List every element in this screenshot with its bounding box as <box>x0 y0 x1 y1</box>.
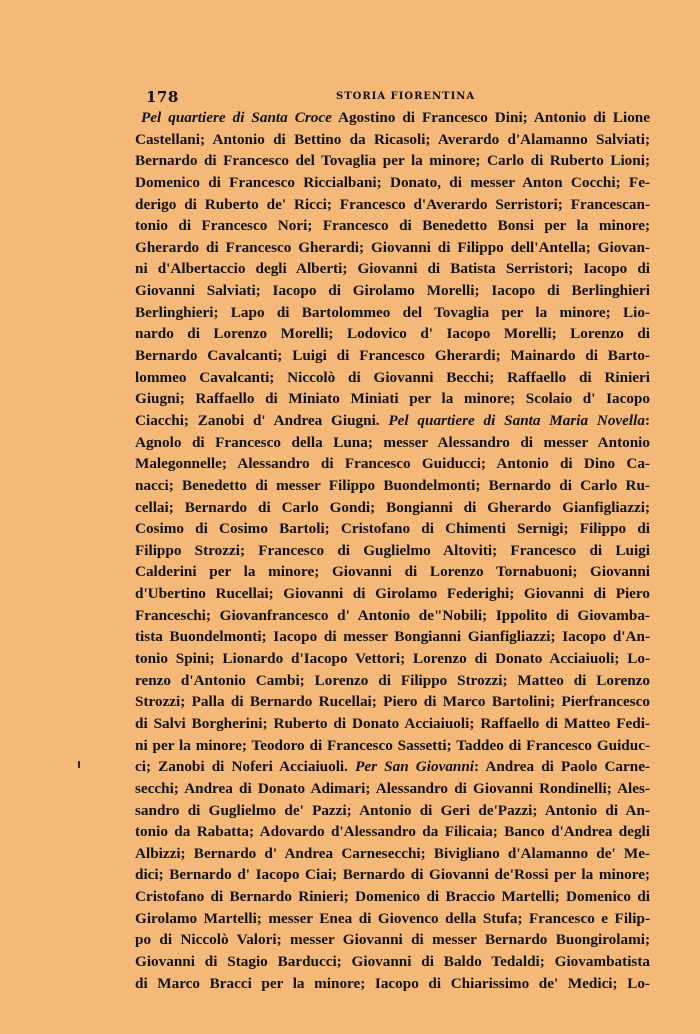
text-segment: po di Niccolò Valori; messer Giovanni di messer Bernardo Buongirolami; <box>135 931 650 949</box>
quarter-heading: Pel quartiere di Santa Croce <box>141 109 332 126</box>
text-segment: Castellani; Antonio di Bettino da Ricasoli; Averardo d'Alamanno Salviati; <box>135 130 650 148</box>
text-line <box>135 323 650 345</box>
page-number: 178 <box>146 88 179 106</box>
text-line <box>135 929 650 951</box>
text-segment: sandro di Guglielmo de' Pazzi; Antonio di Geri de'Pazzi; Antonio di An- <box>135 801 650 819</box>
text-segment: tonio Spini; Lionardo d'Iacopo Vettori; Lorenzo di Donato Acciaiuoli; Lo- <box>135 650 650 668</box>
text-line <box>135 648 650 670</box>
text-segment: d'Ubertino Rucellai; Giovanni di Girolamo Federighi; Giovanni di Piero <box>135 585 650 603</box>
text-segment: Giovanni Salviati; Iacopo di Girolamo Morelli; Iacopo di Berlinghieri <box>135 282 650 300</box>
text-line <box>135 713 650 735</box>
text-line <box>135 172 650 194</box>
text-line <box>135 215 650 237</box>
text-line <box>135 453 650 475</box>
text-segment: Agnolo di Francesco della Luna; messer Alessandro di messer Antonio <box>135 433 650 451</box>
text-segment: : Andrea di Paolo Carne- <box>474 758 650 776</box>
text-segment: Ciacchi; Zanobi d' Andrea Giugni. <box>135 411 389 429</box>
text-segment: Filippo Strozzi; Francesco di Guglielmo Altoviti; Francesco di Luigi <box>135 541 650 559</box>
text-line <box>135 194 650 216</box>
text-segment: secchi; Andrea di Donato Adimari; Alessandro di Giovanni Rondinelli; Ales- <box>135 779 650 797</box>
text-segment: Bernardo di Francesco del Tovaglia per la minore; Carlo di Ruberto Lioni; <box>135 152 650 170</box>
text-line <box>135 843 650 865</box>
text-segment: Malegonnelle; Alessandro di Francesco Guiducci; Antonio di Dino Ca- <box>135 455 650 473</box>
text-segment: Calderini per la minore; Giovanni di Lorenzo Tornabuoni; Giovanni <box>135 563 650 581</box>
text-segment: Franceschi; Giovanfrancesco d' Antonio de"Nobili; Ippolito di Giovamba- <box>135 606 650 624</box>
text-segment: ni per la minore; Teodoro di Francesco Sassetti; Taddeo di Francesco Guiduc- <box>135 736 650 754</box>
margin-mark <box>78 761 80 768</box>
text-line <box>135 237 650 259</box>
text-line <box>135 756 650 778</box>
text-line <box>135 280 650 302</box>
text-line <box>135 670 650 692</box>
text-segment: Albizzi; Bernardo d' Andrea Carnesecchi; Bivigliano d'Alamanno de' Me- <box>135 844 650 862</box>
text-segment: Strozzi; Palla di Bernardo Rucellai; Piero di Marco Bartolini; Pierfrancesco <box>135 693 650 711</box>
text-segment: cellai; Bernardo di Carlo Gondi; Bongianni di Gherardo Gianfigliazzi; <box>135 498 650 516</box>
text-line <box>135 778 650 800</box>
text-line <box>135 735 650 757</box>
text-segment: Giovanni di Stagio Barducci; Giovanni di Baldo Tedaldi; Giovambatista <box>135 952 650 970</box>
text-line <box>135 973 650 995</box>
text-segment: nacci; Benedetto di messer Filippo Buondelmonti; Bernardo di Carlo Ru- <box>135 476 650 494</box>
text-segment: tonio di Francesco Nori; Francesco di Benedetto Bonsi per la minore; <box>135 217 650 235</box>
text-line <box>135 886 650 908</box>
text-segment: di Marco Bracci per la minore; Iacopo di Chiarissimo de' Medici; Lo- <box>135 974 650 992</box>
quarter-heading: Pel quartiere di Santa Maria Novella <box>388 411 645 429</box>
text-line <box>135 800 650 822</box>
text-line <box>135 497 650 519</box>
text-line <box>135 150 650 172</box>
text-line <box>135 626 650 648</box>
text-segment: ni d'Albertaccio degli Alberti; Giovanni di Batista Serristori; Iacopo di <box>135 260 650 278</box>
text-line <box>135 951 650 973</box>
text-line <box>135 475 650 497</box>
text-segment: Bernardo Cavalcanti; Luigi di Francesco Gherardi; Mainardo di Barto- <box>135 347 650 365</box>
text-line <box>135 605 650 627</box>
text-line <box>135 540 650 562</box>
text-segment: lommeo Cavalcanti; Niccolò di Giovanni Becchi; Raffaello di Rinieri <box>135 368 650 386</box>
text-segment: nardo di Lorenzo Morelli; Lodovico d' Iacopo Morelli; Lorenzo di <box>135 325 650 343</box>
text-segment: Cristofano di Bernardo Rinieri; Domenico di Braccio Martelli; Domenico di <box>135 888 650 906</box>
text-line <box>135 518 650 540</box>
text-line <box>135 691 650 713</box>
text-segment: : <box>644 411 650 429</box>
text-line <box>135 864 650 886</box>
text-segment: tista Buondelmonti; Iacopo di messer Bongianni Gianfigliazzi; Iacopo d'An- <box>135 628 650 646</box>
text-line <box>135 258 650 280</box>
text-line <box>135 388 650 410</box>
page-header <box>146 88 654 108</box>
text-line <box>135 345 650 367</box>
text-line <box>135 821 650 843</box>
text-segment: tonio da Rabatta; Adovardo d'Alessandro da Filicaia; Banco d'Andrea degli <box>135 823 650 841</box>
text-segment: ci; Zanobi di Noferi Acciaiuoli. <box>135 758 356 776</box>
text-line <box>135 107 650 129</box>
quarter-heading: Per San Giovanni <box>355 758 475 776</box>
text-line <box>135 302 650 324</box>
text-line <box>135 908 650 930</box>
text-segment: Gherardo di Francesco Gherardi; Giovanni di Filippo dell'Antella; Giovan- <box>135 238 650 256</box>
body-text <box>135 107 650 994</box>
text-segment: Berlinghieri; Lapo di Bartolommeo del Tovaglia per la minore; Lio- <box>135 303 650 321</box>
text-segment: Giugni; Raffaello di Miniato Miniati per la minore; Scolaio d' Iacopo <box>135 390 650 408</box>
text-line <box>135 410 650 432</box>
text-segment: Domenico di Francesco Riccialbani; Donato, di messer Anton Cocchi; Fe- <box>135 173 650 191</box>
text-line <box>135 367 650 389</box>
text-segment: derigo di Ruberto de' Ricci; Francesco d'Averardo Serristori; Francescan- <box>135 195 650 213</box>
text-line <box>135 561 650 583</box>
text-segment: Girolamo Martelli; messer Enea di Giovenco della Stufa; Francesco e Filip- <box>135 909 650 927</box>
text-segment: Agostino di Francesco Dini; Antonio di Lione <box>331 109 650 126</box>
running-head: STORIA FIORENTINA <box>336 91 476 102</box>
text-segment: Cosimo di Cosimo Bartoli; Cristofano di Chimenti Sernigi; Filippo di <box>135 520 650 538</box>
text-segment: renzo d'Antonio Cambi; Lorenzo di Filippo Strozzi; Matteo di Lorenzo <box>135 671 650 689</box>
text-segment: di Salvi Borgherini; Ruberto di Donato Acciaiuoli; Raffaello di Matteo Fedi- <box>135 714 650 732</box>
text-line <box>135 432 650 454</box>
text-segment: dici; Bernardo d' Iacopo Ciai; Bernardo di Giovanni de'Rossi per la minore; <box>135 866 650 884</box>
text-line <box>135 129 650 151</box>
text-line <box>135 583 650 605</box>
